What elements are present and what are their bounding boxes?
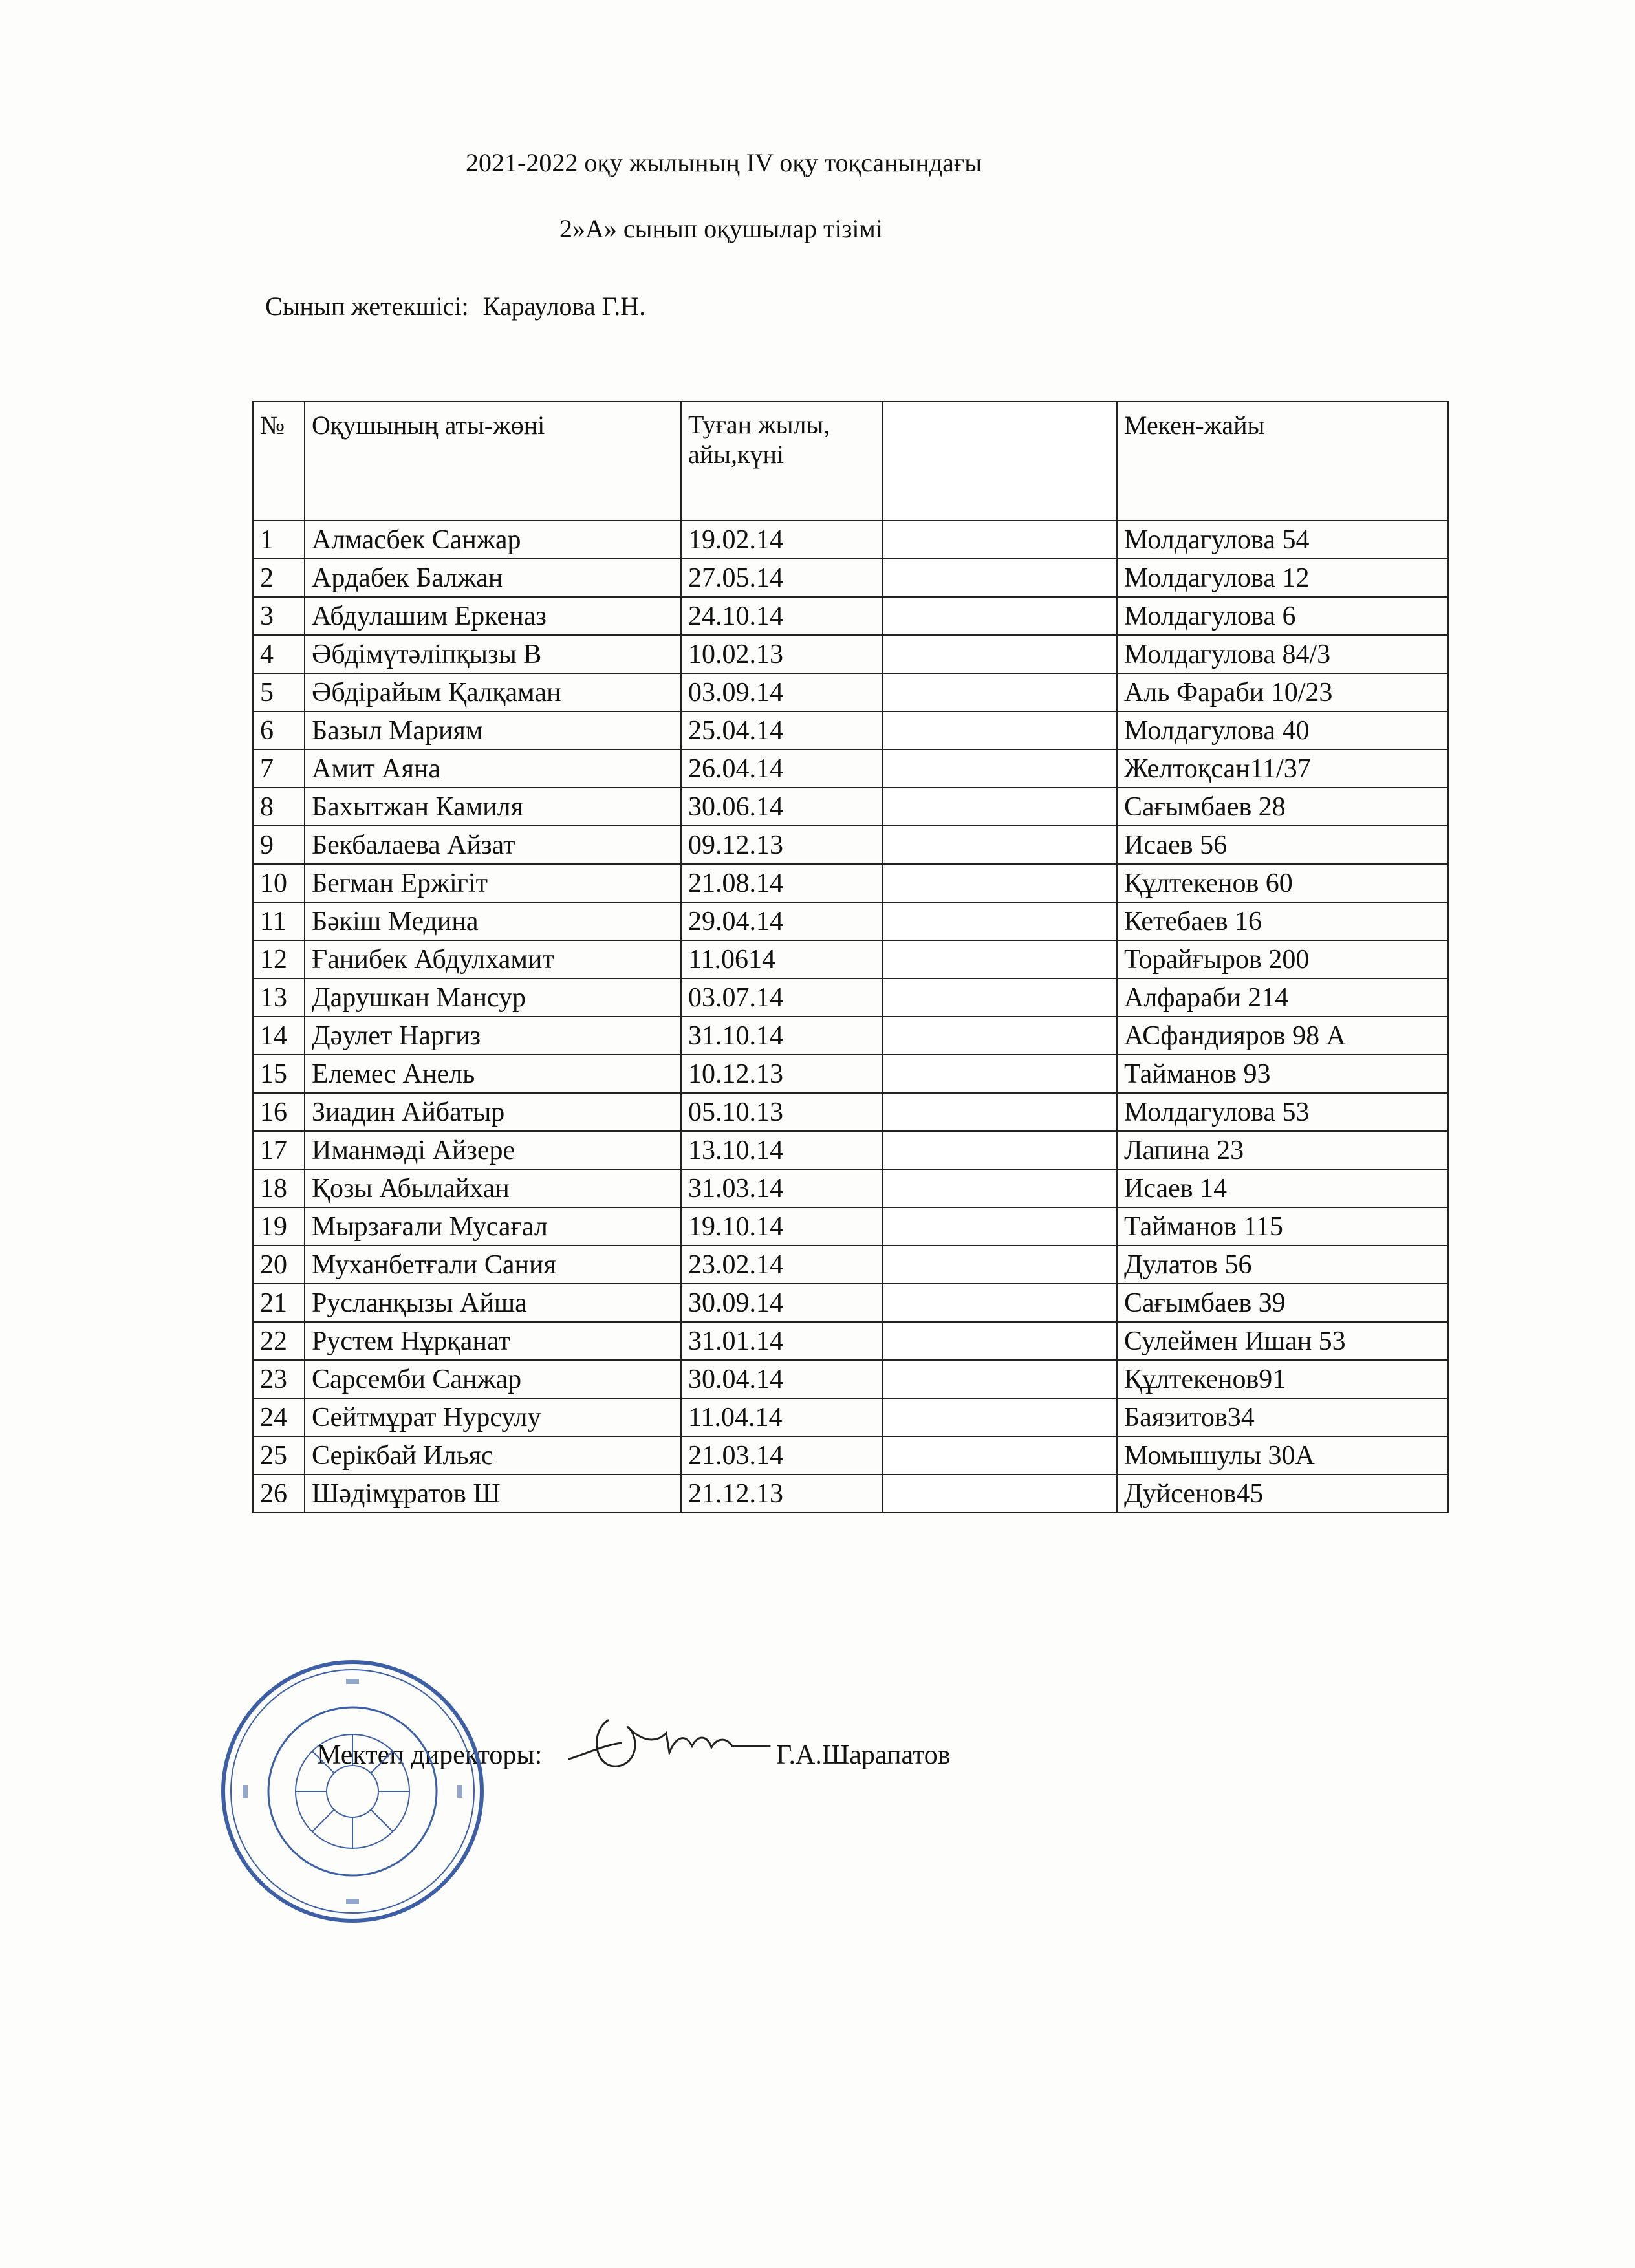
redacted-cell [883, 1436, 1117, 1474]
table-row [253, 521, 1448, 559]
row-number: 2 [253, 559, 305, 597]
address: АСфандияров 98 А [1117, 1017, 1448, 1055]
address: Дуйсенов45 [1117, 1474, 1448, 1513]
birth-date: 26.04.14 [681, 750, 883, 788]
address: Молдагулова 12 [1117, 559, 1448, 597]
address: Кетебаев 16 [1117, 902, 1448, 940]
student-name: Дәулет Наргиз [305, 1017, 681, 1055]
address: Сулеймен Ишан 53 [1117, 1322, 1448, 1360]
row-number: 11 [253, 902, 305, 940]
address: Молдагулова 84/3 [1117, 635, 1448, 673]
row-number: 21 [253, 1284, 305, 1322]
birth-date: 11.04.14 [681, 1398, 883, 1436]
birth-date: 10.02.13 [681, 635, 883, 673]
row-number: 8 [253, 788, 305, 826]
birth-date: 31.10.14 [681, 1017, 883, 1055]
student-name: Русланқызы Айша [305, 1284, 681, 1322]
table-row [253, 559, 1448, 597]
birth-date: 03.09.14 [681, 673, 883, 711]
redacted-cell [883, 826, 1117, 864]
redacted-cell [883, 1169, 1117, 1207]
table-row [253, 1093, 1448, 1131]
student-name: Амит Аяна [305, 750, 681, 788]
address: Молдагулова 53 [1117, 1093, 1448, 1131]
address: Молдагулова 6 [1117, 597, 1448, 635]
student-name: Ғанибек Абдулхамит [305, 940, 681, 978]
document-title: 2021-2022 оқу жылының IV оқу тоқсанындағы [466, 148, 982, 177]
student-name: Бәкіш Медина [305, 902, 681, 940]
redacted-cell [883, 1055, 1117, 1093]
redacted-cell [883, 902, 1117, 940]
address: Аль Фараби 10/23 [1117, 673, 1448, 711]
table-header-row [253, 402, 1448, 521]
redacted-cell [883, 940, 1117, 978]
table-row [253, 902, 1448, 940]
student-name: Рустем Нұрқанат [305, 1322, 681, 1360]
birth-date: 05.10.13 [681, 1093, 883, 1131]
row-number: 6 [253, 711, 305, 750]
redacted-cell [883, 711, 1117, 750]
student-name: Базыл Мариям [305, 711, 681, 750]
address: Сағымбаев 28 [1117, 788, 1448, 826]
student-name: Абдулашим Еркеназ [305, 597, 681, 635]
table-row [253, 1055, 1448, 1093]
table-row [253, 978, 1448, 1017]
table-row [253, 1360, 1448, 1398]
address: Исаев 56 [1117, 826, 1448, 864]
birth-date: 30.04.14 [681, 1360, 883, 1398]
address: Тайманов 93 [1117, 1055, 1448, 1093]
birth-date: 13.10.14 [681, 1131, 883, 1169]
birth-date: 30.06.14 [681, 788, 883, 826]
row-number: 10 [253, 864, 305, 902]
table-row [253, 788, 1448, 826]
student-name: Алмасбек Санжар [305, 521, 681, 559]
teacher-label: Сынып жетекшісі: [265, 292, 469, 321]
redacted-cell [883, 1284, 1117, 1322]
official-seal-stamp [217, 1656, 488, 1927]
row-number: 15 [253, 1055, 305, 1093]
redacted-cell [883, 864, 1117, 902]
row-number: 16 [253, 1093, 305, 1131]
redacted-cell [883, 1322, 1117, 1360]
row-number: 18 [253, 1169, 305, 1207]
address: Желтоқсан11/37 [1117, 750, 1448, 788]
table-row [253, 826, 1448, 864]
row-number: 22 [253, 1322, 305, 1360]
student-name: Сейтмұрат Нурсулу [305, 1398, 681, 1436]
address: Исаев 14 [1117, 1169, 1448, 1207]
table-row [253, 750, 1448, 788]
table-row [253, 864, 1448, 902]
birth-date: 11.0614 [681, 940, 883, 978]
table-row [253, 1017, 1448, 1055]
redacted-cell [883, 1017, 1117, 1055]
birth-date: 24.10.14 [681, 597, 883, 635]
row-number: 20 [253, 1246, 305, 1284]
birth-date: 19.10.14 [681, 1207, 883, 1246]
redacted-cell [883, 1246, 1117, 1284]
redacted-cell [883, 1474, 1117, 1513]
address: Құлтекенов91 [1117, 1360, 1448, 1398]
row-number: 12 [253, 940, 305, 978]
handwritten-signature [563, 1707, 776, 1778]
table-row [253, 597, 1448, 635]
address: Тайманов 115 [1117, 1207, 1448, 1246]
row-number: 13 [253, 978, 305, 1017]
director-name: Г.А.Шарапатов [776, 1740, 951, 1770]
director-label: Мектеп директоры: [317, 1740, 543, 1770]
student-name: Қозы Абылайхан [305, 1169, 681, 1207]
student-name: Бегман Ержігіт [305, 864, 681, 902]
address: Сағымбаев 39 [1117, 1284, 1448, 1322]
redacted-cell [883, 673, 1117, 711]
column-header-name: Оқушының аты-жөні [305, 402, 681, 521]
address: Лапина 23 [1117, 1131, 1448, 1169]
column-header-number: № [253, 402, 305, 521]
teacher-name: Караулова Г.Н. [482, 292, 646, 321]
table-row [253, 940, 1448, 978]
birth-date: 03.07.14 [681, 978, 883, 1017]
row-number: 9 [253, 826, 305, 864]
row-number: 1 [253, 521, 305, 559]
class-teacher-line [265, 291, 645, 321]
birth-date: 31.03.14 [681, 1169, 883, 1207]
birth-date: 29.04.14 [681, 902, 883, 940]
student-name: Дарушкан Мансур [305, 978, 681, 1017]
student-name: Серікбай Ильяс [305, 1436, 681, 1474]
birth-date: 19.02.14 [681, 521, 883, 559]
redacted-cell [883, 1360, 1117, 1398]
redacted-cell [883, 1093, 1117, 1131]
student-name: Сарсемби Санжар [305, 1360, 681, 1398]
table-row [253, 1398, 1448, 1436]
redacted-cell [883, 978, 1117, 1017]
row-number: 19 [253, 1207, 305, 1246]
student-name: Мырзағали Мусағал [305, 1207, 681, 1246]
row-number: 23 [253, 1360, 305, 1398]
row-number: 26 [253, 1474, 305, 1513]
row-number: 25 [253, 1436, 305, 1474]
student-name: Иманмәді Айзере [305, 1131, 681, 1169]
row-number: 24 [253, 1398, 305, 1436]
address: Молдагулова 54 [1117, 521, 1448, 559]
birth-date: 30.09.14 [681, 1284, 883, 1322]
row-number: 17 [253, 1131, 305, 1169]
birth-date: 21.12.13 [681, 1474, 883, 1513]
table-row [253, 1207, 1448, 1246]
redacted-cell [883, 750, 1117, 788]
table-row [253, 1322, 1448, 1360]
table-row [253, 1474, 1448, 1513]
student-name: Шәдімұратов Ш [305, 1474, 681, 1513]
student-roster-table [252, 401, 1449, 1513]
birth-date: 31.01.14 [681, 1322, 883, 1360]
table-row [253, 635, 1448, 673]
redacted-column-header [883, 402, 1117, 521]
table-row [253, 1436, 1448, 1474]
student-name: Әбдімүтәліпқызы В [305, 635, 681, 673]
redacted-cell [883, 635, 1117, 673]
address: Құлтекенов 60 [1117, 864, 1448, 902]
document-subtitle: 2»А» сынып оқушылар тізімі [559, 214, 883, 243]
table-row [253, 1131, 1448, 1169]
table-row [253, 1169, 1448, 1207]
address: Молдагулова 40 [1117, 711, 1448, 750]
column-header-birth-date [681, 402, 883, 521]
birth-date: 21.03.14 [681, 1436, 883, 1474]
birth-date: 09.12.13 [681, 826, 883, 864]
redacted-cell [883, 1398, 1117, 1436]
student-name: Бахытжан Камиля [305, 788, 681, 826]
student-name: Зиадин Айбатыр [305, 1093, 681, 1131]
table-row [253, 711, 1448, 750]
redacted-cell [883, 559, 1117, 597]
birth-date: 25.04.14 [681, 711, 883, 750]
student-name: Әбдірайым Қалқаман [305, 673, 681, 711]
redacted-cell [883, 521, 1117, 559]
student-name: Ардабек Балжан [305, 559, 681, 597]
redacted-cell [883, 788, 1117, 826]
column-header-address: Мекен-жайы [1117, 402, 1448, 521]
birth-date: 10.12.13 [681, 1055, 883, 1093]
row-number: 14 [253, 1017, 305, 1055]
redacted-cell [883, 597, 1117, 635]
birth-date: 23.02.14 [681, 1246, 883, 1284]
redacted-cell [883, 1131, 1117, 1169]
table-row [253, 1246, 1448, 1284]
table-body [253, 521, 1448, 1513]
address: Алфараби 214 [1117, 978, 1448, 1017]
row-number: 7 [253, 750, 305, 788]
redacted-cell [883, 1207, 1117, 1246]
row-number: 3 [253, 597, 305, 635]
table-row [253, 673, 1448, 711]
address: Момышулы 30А [1117, 1436, 1448, 1474]
address: Баязитов34 [1117, 1398, 1448, 1436]
row-number: 5 [253, 673, 305, 711]
birth-date: 27.05.14 [681, 559, 883, 597]
address: Торайғыров 200 [1117, 940, 1448, 978]
address: Дулатов 56 [1117, 1246, 1448, 1284]
birth-date: 21.08.14 [681, 864, 883, 902]
student-name: Бекбалаева Айзат [305, 826, 681, 864]
student-name: Елемес Анель [305, 1055, 681, 1093]
table-row [253, 1284, 1448, 1322]
birth-header-text: Туған жылы, айы,күні [688, 410, 830, 469]
student-name: Муханбетғали Сания [305, 1246, 681, 1284]
row-number: 4 [253, 635, 305, 673]
